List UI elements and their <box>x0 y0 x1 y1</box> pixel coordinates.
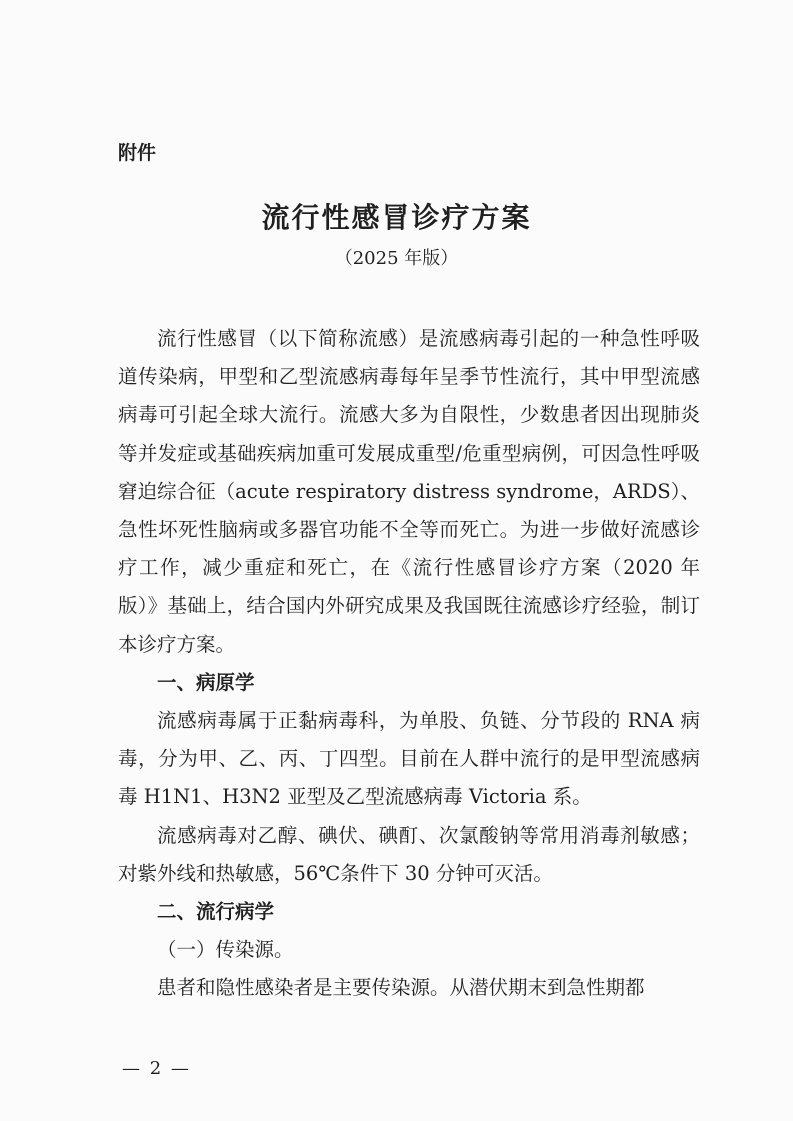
pathogen-paragraph-1: 流感病毒属于正黏病毒科，为单股、负链、分节段的 RNA 病毒，分为甲、乙、丙、丁四型。目前在人群中流行的是甲型流感病毒 H1N1、H3N2 亚型及乙型流感病毒 Victoria 系。 <box>118 709 700 809</box>
document-subtitle: （2025 年版） <box>334 248 459 269</box>
section-heading-epidemiology: 二、流行病学 <box>157 900 275 924</box>
page-number: — 2 — <box>122 1058 191 1079</box>
subsection-heading-source: （一）传染源。 <box>157 938 294 962</box>
pathogen-paragraph-2: 流感病毒对乙醇、碘伏、碘酊、次氯酸钠等常用消毒剂敏感；对紫外线和热敏感，56℃条件下 30 分钟可灭活。 <box>118 823 700 885</box>
attachment-label: 附件 <box>118 142 157 164</box>
intro-paragraph: 流行性感冒（以下简称流感）是流感病毒引起的一种急性呼吸道传染病，甲型和乙型流感病毒每年呈季节性流行，其中甲型流感病毒可引起全球大流行。流感大多为自限性，少数患者因出现肺炎等并发症或基础疾病加重可发展成重型/危重型病例，可因急性呼吸窘迫综合征（acute respiratory distress syndrome，ARDS）、急性坏死性脑病或多器官功能不全等而死亡。为进一步做好流感诊疗工作，减少重症和死亡，在《流行性感冒诊疗方案（2020 年版）》基础上，结合国内外研究成果及我国既往流感诊疗经验，制订本诊疗方案。 <box>118 327 700 656</box>
epidemiology-paragraph-1: 患者和隐性感染者是主要传染源。从潜伏期末到急性期都 <box>157 976 645 1000</box>
document-title: 流行性感冒诊疗方案 <box>261 201 532 234</box>
document-body <box>118 320 700 1008</box>
section-heading-pathogen: 一、病原学 <box>157 670 255 694</box>
